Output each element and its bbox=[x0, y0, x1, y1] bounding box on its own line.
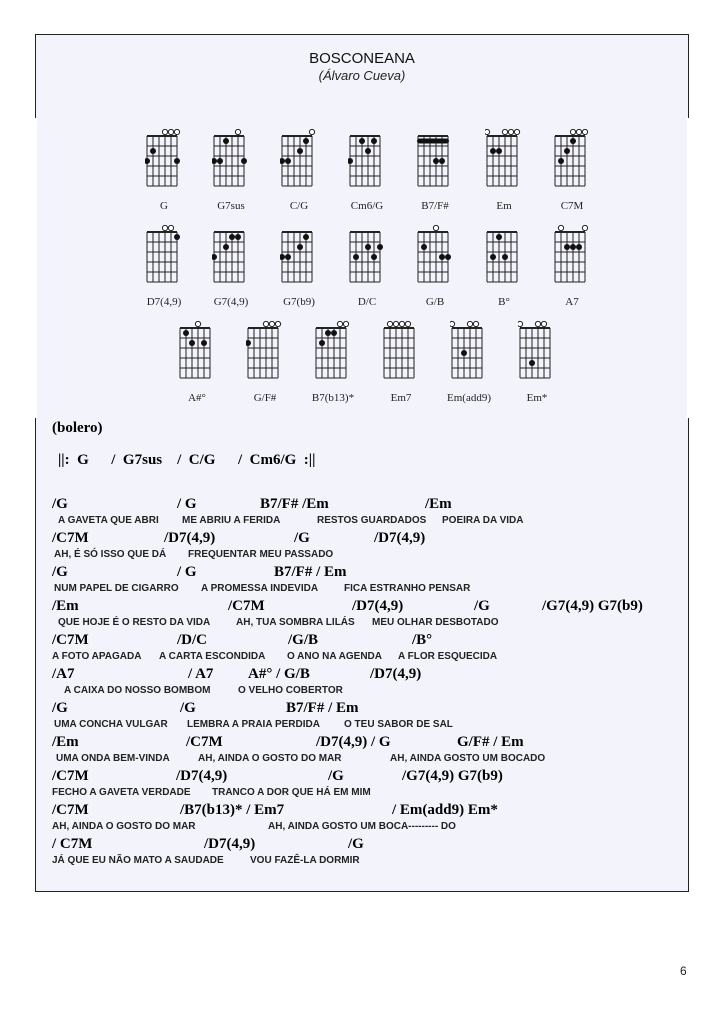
chord-symbol: /D/C bbox=[177, 632, 207, 648]
finger-dot bbox=[229, 234, 235, 240]
finger-dot bbox=[359, 138, 365, 144]
lyric-phrase: AH, AINDA GOSTO UM BOCA--------- DO bbox=[268, 821, 456, 832]
chord-diagram-label: Em bbox=[496, 200, 512, 212]
chord-symbol: /D7(4,9) bbox=[370, 666, 422, 682]
lyric-phrase: VOU FAZÊ-LA DORMIR bbox=[250, 855, 360, 866]
chord-diagram-label: C7M bbox=[560, 200, 584, 212]
chord-diagram-label: B7(b13)* bbox=[311, 392, 355, 404]
finger-dot bbox=[377, 244, 383, 250]
finger-dot bbox=[303, 234, 309, 240]
finger-dot bbox=[371, 138, 377, 144]
chord-symbol: /C7M bbox=[52, 632, 89, 648]
chord-grid bbox=[518, 320, 558, 390]
chord-diagram-label: G7(b9) bbox=[283, 296, 315, 308]
open-string-marker bbox=[450, 321, 455, 326]
open-string-marker bbox=[168, 129, 173, 134]
lyric-phrase: FREQUENTAR MEU PASSADO bbox=[188, 549, 334, 560]
chord-grid bbox=[212, 224, 252, 294]
chord-grid bbox=[145, 224, 185, 294]
finger-dot bbox=[461, 350, 467, 356]
finger-dot bbox=[145, 158, 150, 164]
chord-grid bbox=[450, 320, 490, 390]
finger-dot bbox=[570, 244, 576, 250]
chord-diagram-label: B7/F# bbox=[421, 200, 449, 212]
chord-symbol: /D7(4,9) bbox=[176, 768, 228, 784]
chord-symbol: /B° bbox=[412, 632, 433, 648]
open-string-marker bbox=[570, 129, 575, 134]
chord-symbol: G/F# / Em bbox=[457, 734, 524, 750]
chord-grid bbox=[280, 224, 320, 294]
finger-dot bbox=[297, 148, 303, 154]
open-string-marker bbox=[269, 321, 274, 326]
chord-symbol: /D7(4,9) / G bbox=[316, 734, 391, 750]
chord-symbol: /G bbox=[52, 700, 68, 716]
chord-symbol: / A7 bbox=[188, 666, 214, 682]
page-number: 6 bbox=[680, 964, 687, 978]
open-string-marker bbox=[508, 129, 513, 134]
chord-diagram-label: Em(add9) bbox=[447, 392, 491, 404]
chord-grid bbox=[382, 320, 422, 390]
chord-symbol: /D7(4,9) bbox=[164, 530, 216, 546]
chord-diagram-label: D7(4,9) bbox=[146, 296, 182, 308]
chord-diagram-label: A#° bbox=[188, 392, 206, 404]
chord-symbol: /G bbox=[348, 836, 364, 852]
open-string-marker bbox=[387, 321, 392, 326]
open-string-marker bbox=[514, 129, 519, 134]
open-string-marker bbox=[399, 321, 404, 326]
song-title: BOSCONEANA bbox=[309, 50, 415, 67]
lyric-phrase: O ANO NA AGENDA bbox=[287, 651, 382, 662]
open-string-marker bbox=[195, 321, 200, 326]
lyric-phrase: A GAVETA QUE ABRI bbox=[58, 515, 159, 526]
finger-dot bbox=[319, 340, 325, 346]
chord-diagram-label: G bbox=[160, 200, 168, 212]
finger-dot bbox=[496, 148, 502, 154]
finger-dot bbox=[183, 330, 189, 336]
chord-symbol: A#° / G/B bbox=[248, 666, 310, 682]
lyric-phrase: FICA ESTRANHO PENSAR bbox=[344, 583, 471, 594]
finger-dot bbox=[223, 138, 229, 144]
chord-diagram-label: D/C bbox=[357, 296, 377, 308]
finger-dot bbox=[246, 340, 251, 346]
chord-symbol: / G bbox=[177, 496, 197, 512]
open-string-marker bbox=[168, 225, 173, 230]
chord-symbol: /G bbox=[294, 530, 310, 546]
finger-dot bbox=[439, 158, 445, 164]
open-string-marker bbox=[467, 321, 472, 326]
finger-dot bbox=[150, 148, 156, 154]
open-string-marker bbox=[473, 321, 478, 326]
lyric-phrase: POEIRA DA VIDA bbox=[442, 515, 524, 526]
lyric-phrase: UMA ONDA BEM-VINDA bbox=[56, 753, 170, 764]
lyric-phrase: A PROMESSA INDEVIDA bbox=[201, 583, 319, 594]
lyric-phrase: AH, AINDA O GOSTO DO MAR bbox=[52, 821, 196, 832]
chord-grid bbox=[280, 128, 320, 198]
open-string-marker bbox=[337, 321, 342, 326]
finger-dot bbox=[564, 148, 570, 154]
lyric-phrase: LEMBRA A PRAIA PERDIDA bbox=[187, 719, 320, 730]
finger-dot bbox=[174, 234, 180, 240]
intro-progression: ||: G / G7sus / C/G / Cm6/G :|| bbox=[58, 452, 316, 468]
lyric-phrase: MEU OLHAR DESBOTADO bbox=[372, 617, 499, 628]
chord-diagram-label: B° bbox=[498, 296, 510, 308]
chord-symbol: /G bbox=[52, 564, 68, 580]
frame-gap-right bbox=[687, 118, 691, 418]
lyric-phrase: UMA CONCHA VULGAR bbox=[54, 719, 168, 730]
open-string-marker bbox=[582, 129, 587, 134]
chord-symbol: B7/F# /Em bbox=[260, 496, 329, 512]
lyric-phrase: RESTOS GUARDADOS bbox=[317, 515, 427, 526]
open-string-marker bbox=[576, 129, 581, 134]
finger-dot bbox=[445, 254, 451, 260]
open-string-marker bbox=[485, 129, 490, 134]
open-string-marker bbox=[162, 225, 167, 230]
open-string-marker bbox=[502, 129, 507, 134]
chord-symbol: /C7M bbox=[186, 734, 223, 750]
chord-grid bbox=[485, 224, 525, 294]
chord-grid bbox=[178, 320, 218, 390]
style-label: (bolero) bbox=[52, 420, 103, 436]
chord-symbol: /Em bbox=[52, 734, 79, 750]
lyric-phrase: TRANCO A DOR QUE HÁ EM MIM bbox=[212, 787, 371, 798]
finger-dot bbox=[303, 138, 309, 144]
lyric-phrase: O TEU SABOR DE SAL bbox=[344, 719, 453, 730]
finger-dot bbox=[490, 148, 496, 154]
open-string-marker bbox=[309, 129, 314, 134]
open-string-marker bbox=[174, 129, 179, 134]
chord-symbol: /A7 bbox=[52, 666, 75, 682]
chord-grid bbox=[416, 224, 456, 294]
chord-symbol: / Em(add9) Em* bbox=[392, 802, 498, 818]
open-string-marker bbox=[405, 321, 410, 326]
finger-dot bbox=[325, 330, 331, 336]
finger-dot bbox=[241, 158, 247, 164]
chord-grid bbox=[553, 224, 593, 294]
finger-dot bbox=[280, 158, 285, 164]
lyric-phrase: A FOTO APAGADA bbox=[52, 651, 142, 662]
finger-dot bbox=[353, 254, 359, 260]
open-string-marker bbox=[518, 321, 523, 326]
lyric-phrase: A CARTA ESCONDIDA bbox=[159, 651, 266, 662]
chord-symbol: /G bbox=[180, 700, 196, 716]
finger-dot bbox=[201, 340, 207, 346]
chord-diagram-a7 bbox=[553, 224, 623, 314]
finger-dot bbox=[529, 360, 535, 366]
finger-dot bbox=[285, 158, 291, 164]
chord-grid bbox=[416, 128, 456, 198]
open-string-marker bbox=[582, 225, 587, 230]
finger-dot bbox=[297, 244, 303, 250]
open-string-marker bbox=[343, 321, 348, 326]
chord-symbol: / G bbox=[177, 564, 197, 580]
open-string-marker bbox=[235, 129, 240, 134]
finger-dot bbox=[348, 158, 353, 164]
finger-dot bbox=[439, 254, 445, 260]
finger-dot bbox=[558, 158, 564, 164]
finger-dot bbox=[223, 244, 229, 250]
finger-dot bbox=[174, 158, 180, 164]
chord-symbol: /G bbox=[328, 768, 344, 784]
chord-diagram-label: G/F# bbox=[253, 392, 277, 404]
finger-dot bbox=[576, 244, 582, 250]
open-string-marker bbox=[263, 321, 268, 326]
open-string-marker bbox=[393, 321, 398, 326]
chord-symbol: /Em bbox=[425, 496, 452, 512]
chord-symbol: /G7(4,9) G7(b9) bbox=[402, 768, 503, 784]
lyric-phrase: AH, AINDA O GOSTO DO MAR bbox=[198, 753, 342, 764]
lyric-phrase: JÁ QUE EU NÃO MATO A SAUDADE bbox=[52, 855, 224, 866]
chord-diagram-c7m bbox=[553, 128, 623, 218]
chord-symbol: /C7M bbox=[52, 802, 89, 818]
open-string-marker bbox=[541, 321, 546, 326]
chord-symbol: /G bbox=[474, 598, 490, 614]
chord-diagram-label: G7(4,9) bbox=[213, 296, 249, 308]
chord-symbol: B7/F# / Em bbox=[286, 700, 359, 716]
barre-marker bbox=[417, 139, 449, 144]
song-author: (Álvaro Cueva) bbox=[318, 68, 406, 83]
finger-dot bbox=[502, 254, 508, 260]
chord-symbol: / C7M bbox=[52, 836, 93, 852]
lyric-phrase: AH, É SÓ ISSO QUE DÁ bbox=[54, 549, 167, 560]
chord-grid bbox=[348, 224, 388, 294]
chord-symbol: /C7M bbox=[52, 768, 89, 784]
chord-symbol: /Em bbox=[52, 598, 79, 614]
chord-grid bbox=[553, 128, 593, 198]
lyric-phrase: AH, AINDA GOSTO UM BOCADO bbox=[390, 753, 546, 764]
chord-symbol: /D7(4,9) bbox=[204, 836, 256, 852]
finger-dot bbox=[235, 234, 241, 240]
chord-diagram-label: G7sus bbox=[217, 200, 245, 212]
chord-diagram-label: A7 bbox=[565, 296, 579, 308]
chord-grid bbox=[314, 320, 354, 390]
chord-symbol: /G bbox=[52, 496, 68, 512]
chord-grid bbox=[246, 320, 286, 390]
chord-diagram-label: G/B bbox=[425, 296, 445, 308]
finger-dot bbox=[433, 158, 439, 164]
chord-diagram-label: Em7 bbox=[390, 392, 412, 404]
chord-grid bbox=[145, 128, 185, 198]
lyric-phrase: NUM PAPEL DE CIGARRO bbox=[54, 583, 179, 594]
finger-dot bbox=[212, 158, 217, 164]
finger-dot bbox=[365, 148, 371, 154]
lyric-phrase: ME ABRIU A FERIDA bbox=[182, 515, 281, 526]
chord-grid bbox=[348, 128, 388, 198]
open-string-marker bbox=[275, 321, 280, 326]
chord-symbol: /D7(4,9) bbox=[352, 598, 404, 614]
finger-dot bbox=[371, 254, 377, 260]
lyric-phrase: AH, TUA SOMBRA LILÁS bbox=[236, 617, 355, 628]
chord-symbol: /C7M bbox=[52, 530, 89, 546]
chord-grid bbox=[212, 128, 252, 198]
chord-symbol: /G7(4,9) G7(b9) bbox=[542, 598, 643, 614]
finger-dot bbox=[570, 138, 576, 144]
finger-dot bbox=[212, 254, 217, 260]
open-string-marker bbox=[433, 225, 438, 230]
lyric-phrase: A FLOR ESQUECIDA bbox=[398, 651, 498, 662]
finger-dot bbox=[189, 340, 195, 346]
chord-symbol: /C7M bbox=[228, 598, 265, 614]
finger-dot bbox=[490, 254, 496, 260]
chord-diagram-label: Em* bbox=[526, 392, 548, 404]
chord-grid bbox=[485, 128, 525, 198]
lyric-phrase: FECHO A GAVETA VERDADE bbox=[52, 787, 191, 798]
finger-dot bbox=[496, 234, 502, 240]
lyric-phrase: A CAIXA DO NOSSO BOMBOM bbox=[64, 685, 211, 696]
finger-dot bbox=[331, 330, 337, 336]
finger-dot bbox=[365, 244, 371, 250]
finger-dot bbox=[564, 244, 570, 250]
finger-dot bbox=[421, 244, 427, 250]
finger-dot bbox=[285, 254, 291, 260]
chord-diagram-label: C/G bbox=[289, 200, 309, 212]
open-string-marker bbox=[558, 225, 563, 230]
finger-dot bbox=[280, 254, 285, 260]
chord-symbol: /B7(b13)* / Em7 bbox=[180, 802, 285, 818]
chord-symbol: /D7(4,9) bbox=[374, 530, 426, 546]
chord-diagram-em- bbox=[518, 320, 588, 410]
lyric-phrase: O VELHO COBERTOR bbox=[238, 685, 343, 696]
chord-symbol: B7/F# / Em bbox=[274, 564, 347, 580]
finger-dot bbox=[217, 158, 223, 164]
chord-symbol: /G/B bbox=[288, 632, 319, 648]
open-string-marker bbox=[162, 129, 167, 134]
open-string-marker bbox=[535, 321, 540, 326]
lyric-phrase: QUE HOJE É O RESTO DA VIDA bbox=[58, 617, 211, 628]
chord-diagram-label: Cm6/G bbox=[350, 200, 384, 212]
frame-gap-left bbox=[34, 118, 37, 418]
